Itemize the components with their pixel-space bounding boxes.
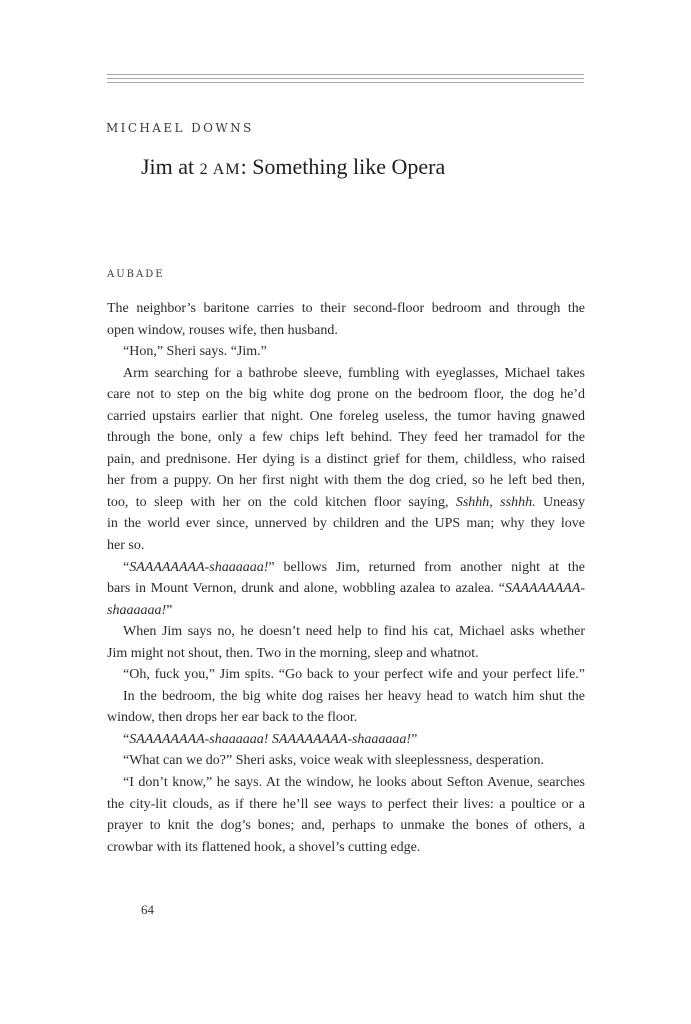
text-line <box>107 794 585 816</box>
text-segment: In the bedroom, the big white dog raises her heavy head to watch him shut the <box>123 688 585 704</box>
text-segment: pain, and prednisone. Her dying is a distinct grief for them, childless, who raised <box>107 451 585 467</box>
text-line <box>107 837 585 859</box>
text-line <box>107 707 585 729</box>
title-part-2: : Something like Opera <box>240 154 446 179</box>
header-rule-top <box>107 74 584 75</box>
italic-text: shaaaaaa! <box>107 602 167 618</box>
text-segment: window, then drops her ear back to the floor. <box>107 710 358 726</box>
text-line <box>107 470 585 492</box>
text-segment: “ <box>123 731 130 747</box>
text-line <box>107 320 585 342</box>
text-line <box>107 341 585 363</box>
text-segment: Jim might not shout, then. Two in the morning, sleep and whatnot. <box>107 645 479 661</box>
body-text <box>107 298 585 858</box>
text-segment: Uneasy <box>535 494 585 510</box>
story-title <box>141 154 445 180</box>
text-line <box>107 557 585 579</box>
text-segment: ” bellows Jim, returned from another night at the <box>268 559 585 575</box>
text-line <box>107 427 585 449</box>
text-segment: open window, rouses wife, then husband. <box>107 322 338 338</box>
text-segment: her from a puppy. On her first night with them the dog cried, so he left bed then, <box>107 473 585 489</box>
text-segment: too, to sleep with her on the cold kitchen floor saying, <box>107 494 456 510</box>
text-segment: in the world ever since, unnerved by children and the UPS man; why they love <box>107 516 585 532</box>
text-segment: “Oh, fuck you,” Jim spits. “Go back to your perfect wife and your perfect life.” <box>123 667 585 683</box>
text-line <box>107 643 585 665</box>
text-line <box>107 492 585 514</box>
text-segment: Arm searching for a bathrobe sleeve, fumbling with eyeglasses, Michael takes <box>123 365 585 381</box>
text-segment: crowbar with its flattened hook, a shovel’s cutting edge. <box>107 839 421 855</box>
text-segment: “Hon,” Sheri says. “Jim.” <box>123 344 267 360</box>
text-segment: her so. <box>107 538 145 554</box>
text-segment: The neighbor’s baritone carries to their second-floor bedroom and through the <box>107 301 585 316</box>
text-segment: bars in Mount Vernon, drunk and alone, wobbling azalea to azalea. “ <box>107 581 505 597</box>
title-smallcaps: 2 AM <box>199 161 241 178</box>
text-line <box>107 729 585 751</box>
text-segment: through the bone, only a few chips left behind. They feed her tramadol for the <box>107 430 585 446</box>
italic-text: SAAAAAAAA- <box>504 581 585 597</box>
text-line <box>107 513 585 535</box>
author-name: MICHAEL DOWNS <box>106 121 254 135</box>
text-segment: prayer to knit the dog’s bones; and, perhaps to unmake the bones of others, a <box>107 818 585 834</box>
text-segment: the city-lit clouds, as if there he’ll see ways to perfect their lives: a poultice or a <box>107 796 585 812</box>
section-heading: AUBADE <box>107 269 165 280</box>
text-line <box>107 686 585 708</box>
text-segment: ” <box>166 602 173 618</box>
text-segment: When Jim says no, he doesn’t need help to find his cat, Michael asks whether <box>123 624 585 640</box>
text-line <box>107 406 585 428</box>
header-rule-bottom <box>107 82 584 83</box>
italic-text: SAAAAAAAA-shaaaaaa! SAAAAAAAA-shaaaaaa! <box>129 731 412 747</box>
text-segment: care not to step on the big white dog prone on the bedroom floor, the dog he’d <box>107 387 585 403</box>
text-line <box>107 363 585 385</box>
text-line <box>107 621 585 643</box>
text-segment: “What can we do?” Sheri asks, voice weak with sleeplessness, desperation. <box>123 753 545 769</box>
text-line <box>107 298 585 320</box>
text-line <box>107 772 585 794</box>
title-part-1: Jim at <box>141 154 200 179</box>
text-segment: ” <box>411 731 418 747</box>
text-line <box>107 384 585 406</box>
italic-text: Sshhh, sshhh. <box>455 494 536 510</box>
text-line <box>107 449 585 471</box>
text-segment: carried upstairs earlier that night. One foreleg useless, the tumor having gnawed <box>107 408 585 424</box>
text-segment: “ <box>123 559 130 575</box>
header-rule-middle <box>107 78 584 79</box>
text-line <box>107 600 585 622</box>
text-line <box>107 535 585 557</box>
text-line <box>107 578 585 600</box>
text-line <box>107 815 585 837</box>
italic-text: SAAAAAAAA-shaaaaaa! <box>129 559 269 575</box>
text-segment: “I don’t know,” he says. At the window, he looks about Sefton Avenue, searches <box>123 775 585 791</box>
text-line <box>107 664 585 686</box>
text-line <box>107 750 585 772</box>
page-number: 64 <box>141 902 154 917</box>
